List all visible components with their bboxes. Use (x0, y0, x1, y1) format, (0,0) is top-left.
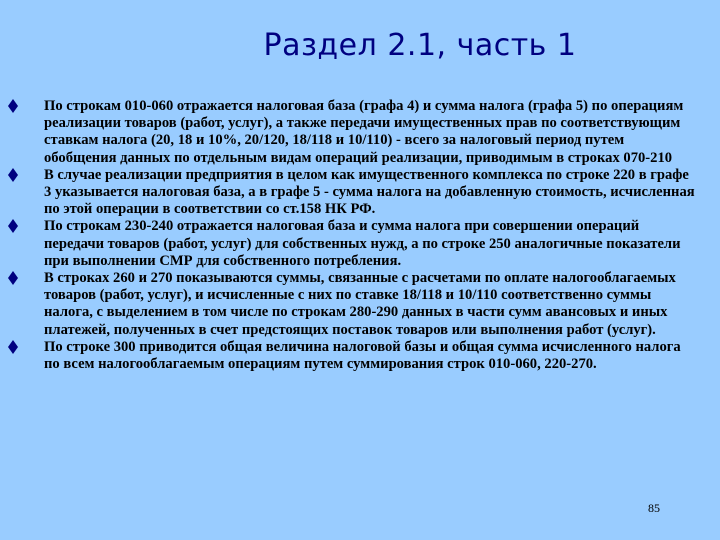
bullet-item (8, 270, 698, 339)
diamond-bullet-icon (8, 219, 18, 233)
bullet-item (8, 98, 698, 167)
bullet-text: В случае реализации предприятия в целом как имущественного комплекса по строке 220 в графе 3 указывается налоговая база, а в графе 5 - сумма налога на добавленную стоимость, исчисленная по этой операции в соответствии со ст.158 НК РФ. (44, 166, 695, 218)
slide-title: Раздел 2.1, часть 1 (263, 28, 577, 63)
bullet-item (8, 218, 698, 270)
diamond-bullet-icon (8, 99, 18, 113)
diamond-bullet-icon (8, 271, 18, 285)
bullet-text: В строках 260 и 270 показываются суммы, связанные с расчетами по оплате налогооблагаемых товаров (работ, услуг), и исчисленные с них по ставке 18/118 и 10/110 соответственно суммы налога, с выделением в том числе по строкам 280-290 данных в части сумм авансовых и иных платежей, полученных в счет предстоящих поставок товаров или выполнения работ (услуг). (44, 270, 676, 338)
bullet-text: По строке 300 приводится общая величина налоговой базы и общая сумма исчисленного налога по всем налогооблагаемым операциям путем суммирования строк 010-060, 220-270. (44, 338, 681, 373)
bullet-item (8, 167, 698, 219)
bullet-list (8, 98, 698, 373)
bullet-text: По строкам 010-060 отражается налоговая база (графа 4) и сумма налога (графа 5) по операциям реализации товаров (работ, услуг), а также передачи имущественных прав по соответствующим ставкам налога (20, 18 и 10%, 20/120, 18/118 и 10/110) - всего за налоговый период путем обобщения данных по отдельным видам операций реализации, приводимым в строках 070-210 (44, 98, 684, 166)
page-number: 85 (648, 501, 660, 515)
diamond-bullet-icon (8, 340, 18, 354)
diamond-bullet-icon (8, 168, 18, 182)
bullet-item (8, 339, 698, 373)
bullet-text: По строкам 230-240 отражается налоговая база и сумма налога при совершении операций передачи товаров (работ, услуг) для собственных нужд, а по строке 250 аналогичные показатели при выполнении СМР для собственного потребления. (44, 218, 681, 269)
